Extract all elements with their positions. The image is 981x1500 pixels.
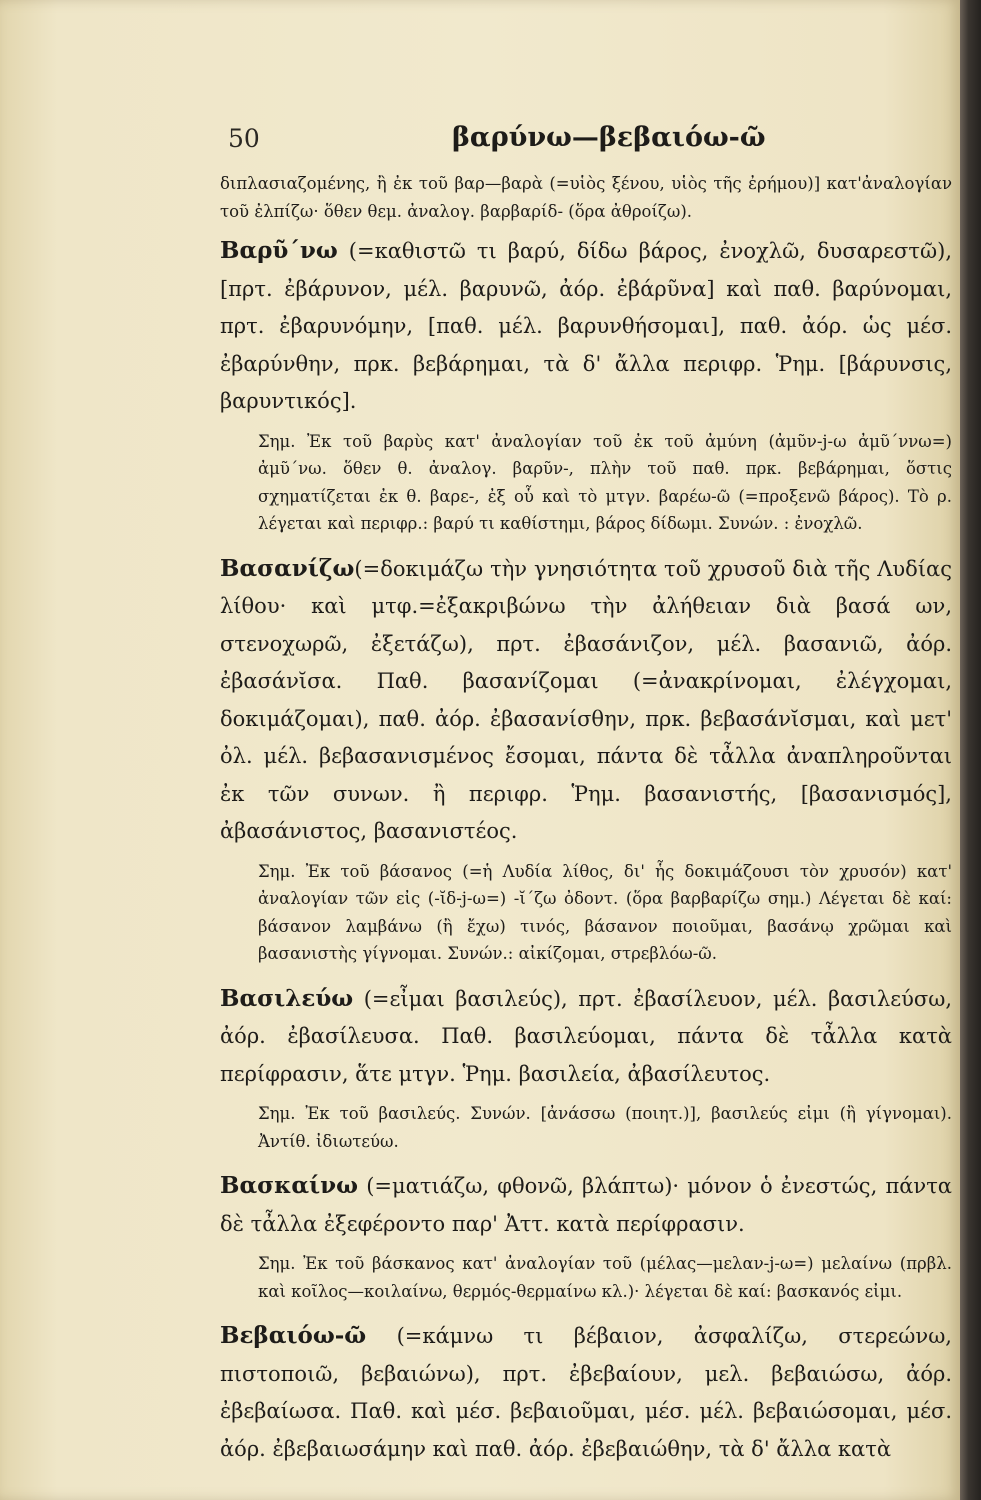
entry-headword: Βεβαιόω-ῶ xyxy=(220,1322,367,1349)
entry-headword: Βασανίζω xyxy=(220,554,355,582)
entry-headword: Βαρῦ΄νω xyxy=(220,237,338,264)
entry-headword: Βασκαίνω xyxy=(220,1172,359,1199)
entry-note xyxy=(220,858,952,968)
continued-note xyxy=(220,170,952,225)
entry-text: (=κάμνω τι βέβαιον, ἀσφαλίζω, στερεώνω, πιστοποιῶ, βεβαιώνω), πρτ. ἐβεβαίουν, μελ. βεβαιώσω, ἀόρ. ἐβεβαίωσα. Παθ. καὶ μέσ. βεβαιοῦμαι, μέσ. μέλ. βεβαιώσομαι, μέσ. ἀόρ. ἐβεβαιωσάμην καὶ παθ. ἀόρ. ἐβεβαιώθην, τὰ δ' ἄλλα κατὰ xyxy=(220,1324,952,1461)
note-text: Σημ. Ἐκ τοῦ βαρὺς κατ' ἀναλογίαν τοῦ ἐκ τοῦ ἀμύνη (ἀμῦν-j-ω ἀμῦ΄ννω=) ἀμῦ΄νω. ὅθεν θ. ἀναλογ. βαρῦν-, πλὴν τοῦ παθ. πρκ. βεβάρημαι, ὅστις σχηματίζεται ἐκ θ. βαρε-, ἐξ οὗ καὶ τὸ μτγν. βαρέω-ῶ (=προξενῶ βάρος). Τὸ ρ. λέγεται καὶ περιφρ.: βαρύ τι καθίστημι, βάρος δίδωμι. Συνών. : ἐνοχλῶ. xyxy=(258,431,952,533)
entry-note xyxy=(220,1250,952,1305)
entry-text: (=καθιστῶ τι βαρύ, δίδω βάρος, ἐνοχλῶ, δυσαρεστῶ), [πρτ. ἐβάρυνον, μέλ. βαρυνῶ, ἀόρ. ἐβάρῦνα] καὶ παθ. βαρύνομαι, πρτ. ἐβαρυνόμην, [παθ. μέλ. βαρυνθήσομαι], παθ. ἀόρ. ὡς μέσ. ἐβαρύνθην, πρκ. βεβάρημαι, τὰ δ' ἄλλα περιφρ. Ῥημ. [βάρυνσις, βαρυντικός]. xyxy=(220,239,952,413)
page-body xyxy=(220,170,952,1468)
dictionary-entry-basileuo xyxy=(220,980,952,1094)
page-number: 50 xyxy=(228,124,260,153)
book-edge xyxy=(960,0,981,1500)
entry-text: (=δοκιμάζω τὴν γνησιότητα τοῦ χρυσοῦ διὰ τῆς Λυδίας λίθου· καὶ μτφ.=ἐξακριβώνω τὴν ἀλήθειαν διὰ βασά ων, στενοχωρῶ, ἐξετάζω), πρτ. ἐβασάνιζον, μέλ. βασανιῶ, ἀόρ. ἐβασάνῐσα. Παθ. βασανίζομαι (=ἀνακρίνομαι, ἐλέγχομαι, δοκιμάζομαι), παθ. ἀόρ. ἐβασανίσθην, πρκ. βεβασάνῐσμαι, καὶ μετ' ὀλ. μέλ. βεβασανισμένος ἔσομαι, πάντα δὲ τἆλλα ἀναπληροῦνται ἐκ τῶν συνων. ἢ περιφρ. Ῥημ. βασανιστής, [βασανισμός], ἀβασάνιστος, βασανιστέος. xyxy=(220,556,952,843)
page-header xyxy=(228,122,948,162)
entry-note xyxy=(220,1100,952,1155)
dictionary-entry-baskaino xyxy=(220,1167,952,1243)
dictionary-entry-bebaioo xyxy=(220,1317,952,1468)
running-head: βαρύνω—βεβαιόω-ῶ xyxy=(452,122,766,153)
note-text: διπλασιαζομένης, ἢ ἐκ τοῦ βαρ—βαρὰ (=υἱὸς ξένου, υἱὸς τῆς ἐρήμου)] κατ'ἀναλογίαν τοῦ ἐλπίζω· ὅθεν θεμ. ἀναλογ. βαρβαρίδ- (ὅρα ἀθροίζω). xyxy=(220,174,952,221)
entry-text: (=ματιάζω, φθονῶ, βλάπτω)· μόνον ὁ ἐνεστώς, πάντα δὲ τἆλλα ἐξεφέροντο παρ' Ἀττ. κατὰ περίφρασιν. xyxy=(220,1174,952,1236)
dictionary-entry-basanizo xyxy=(220,550,952,851)
note-text: Σημ. Ἐκ τοῦ βασιλεύς. Συνών. [ἀνάσσω (ποιητ.)], βασιλεύς εἰμι (ἢ γίγνομαι). Ἀντίθ. ἰδιωτεύω. xyxy=(258,1104,952,1151)
entry-note xyxy=(220,428,952,538)
entry-headword: Βασιλεύω xyxy=(220,984,354,1012)
dictionary-entry-baryno xyxy=(220,232,952,421)
note-text: Σημ. Ἐκ τοῦ βάσανος (=ἡ Λυδία λίθος, δι' ἧς δοκιμάζουσι τὸν χρυσόν) κατ' ἀναλογίαν τῶν εἰς (-ῐδ-j-ω=) -ῐ΄ζω ὀδοντ. (ὅρα βαρβαρίζω σημ.) Λέγεται δὲ καί: βάσανον λαμβάνω (ἢ ἔχω) τινός, βάσανον ποιοῦμαι, βασάνῳ χρῶμαι καὶ βασανιστὴς γίγνομαι. Συνών.: αἰκίζομαι, στρεβλόω-ῶ. xyxy=(258,861,952,963)
note-text: Σημ. Ἐκ τοῦ βάσκανος κατ' ἀναλογίαν τοῦ (μέλας—μελαν-j-ω=) μελαίνω (πρβλ. καὶ κοῖλος—κοιλαίνω, θερμός-θερμαίνω κλ.)· λέγεται δὲ καί: βασκανός εἰμι. xyxy=(258,1254,952,1301)
entry-text: (=εἶμαι βασιλεύς), πρτ. ἐβασίλευον, μέλ. βασιλεύσω, ἀόρ. ἐβασίλευσα. Παθ. βασιλεύομαι, πάντα δὲ τἆλλα κατὰ περίφρασιν, ἅτε μτγν. Ῥημ. βασιλεία, ἀβασίλευτος. xyxy=(220,986,952,1086)
